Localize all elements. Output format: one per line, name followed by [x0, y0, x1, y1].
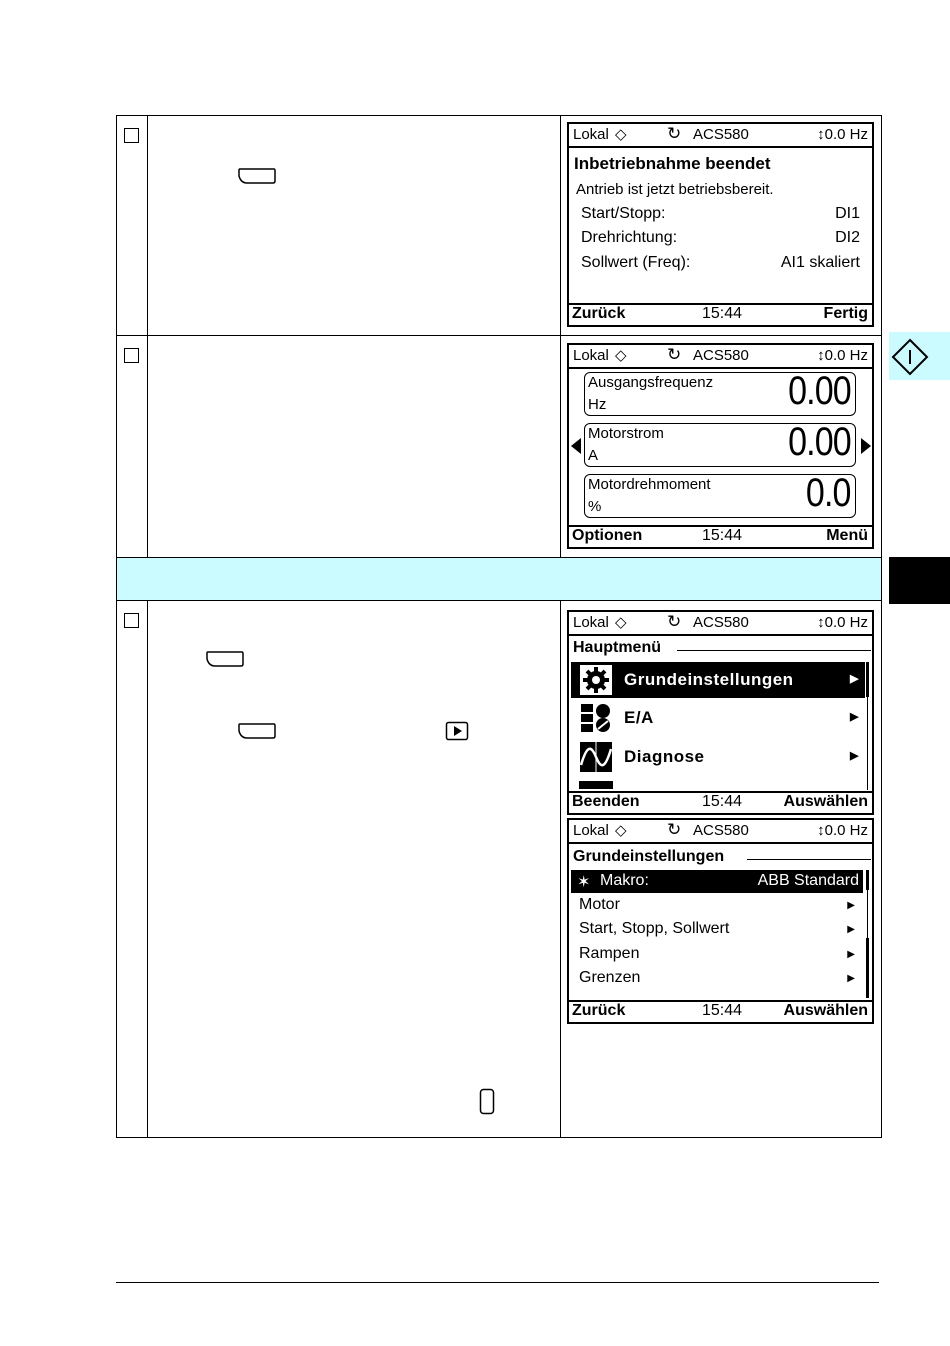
step-checkbox[interactable] [124, 348, 139, 363]
reference-value: ↕0.0 Hz [817, 614, 868, 631]
chevron-right-icon: ▶ [847, 924, 855, 935]
start-up-icon [891, 338, 929, 376]
reference-value: ↕0.0 Hz [817, 822, 868, 839]
setting-value: DI2 [835, 229, 860, 246]
panel-screen-primary-settings [567, 818, 874, 1024]
signal-unit: Hz [588, 396, 607, 413]
table-border-left [116, 115, 117, 1138]
options-softkey[interactable]: Optionen [572, 527, 643, 544]
panel-screen-startup-complete [567, 122, 874, 327]
drive-name: ACS580 [693, 614, 749, 631]
macro-label: Makro: [600, 872, 649, 889]
section-banner [117, 557, 881, 600]
menu-title: Grundeinstellungen [573, 848, 725, 865]
chapter-tab [889, 332, 950, 380]
rotation-icon: ↻ [667, 612, 682, 631]
panel-screen-home-view [567, 343, 874, 549]
status-bar [569, 820, 872, 844]
table-border-top [116, 115, 882, 116]
done-softkey[interactable]: Fertig [823, 305, 868, 322]
rotation-icon: ↻ [667, 820, 682, 839]
setting-label: Drehrichtung: [581, 229, 678, 246]
status-bar [569, 345, 872, 369]
status-bar [569, 124, 872, 148]
drive-name: ACS580 [693, 822, 749, 839]
setting-label: Sollwert (Freq): [581, 254, 691, 271]
chevron-right-icon: ▶ [850, 711, 859, 723]
menu-item-motor[interactable] [571, 894, 863, 917]
menu-item-label: Motor [579, 896, 620, 913]
reference-value: ↕0.0 Hz [817, 126, 868, 143]
scrollbar-track-fill [866, 938, 869, 998]
chevron-right-icon: ▶ [847, 900, 855, 911]
clock: 15:44 [702, 793, 743, 810]
clock: 15:44 [702, 305, 743, 322]
io-icon [579, 702, 613, 734]
page-footer-rule [116, 1282, 879, 1283]
menu-item-label: Diagnose [624, 747, 705, 766]
softkey-icon [237, 721, 277, 741]
signal-unit: % [588, 498, 602, 515]
back-softkey[interactable]: Zurück [572, 1002, 626, 1019]
local-mode-icon: ◇ [615, 126, 627, 143]
row-divider [116, 335, 882, 336]
macro-row[interactable] [571, 870, 863, 893]
drive-name: ACS580 [693, 126, 749, 143]
local-mode-icon: ◇ [615, 614, 627, 631]
macro-value: ABB Standard [757, 872, 859, 889]
menu-item-label: Grenzen [579, 969, 641, 986]
menu-item-grenzen[interactable] [571, 967, 863, 990]
clock: 15:44 [702, 527, 743, 544]
next-menu-icon-partial [579, 781, 613, 789]
macro-icon: ✶ [577, 874, 591, 891]
row-divider [116, 600, 882, 601]
title-rule [677, 650, 871, 651]
panel-screen-main-menu [567, 610, 874, 815]
menu-item-rampen[interactable] [571, 943, 863, 966]
drive-name: ACS580 [693, 347, 749, 364]
column-divider [560, 600, 561, 1138]
select-softkey[interactable]: Auswählen [783, 793, 868, 810]
menu-item-start-stopp-sollwert[interactable] [571, 918, 863, 941]
back-softkey[interactable]: Zurück [572, 305, 626, 322]
setting-value: AI1 skaliert [780, 254, 860, 271]
menu-item-diagnose[interactable] [571, 739, 865, 775]
status-bar [569, 612, 872, 636]
rotation-icon: ↻ [667, 345, 682, 364]
page-left-icon[interactable] [570, 437, 582, 455]
screen-title: Inbetriebnahme beendet [574, 154, 771, 173]
softkey-bar [569, 791, 872, 813]
signal-box [584, 369, 856, 416]
signal-value: 0.00 [788, 420, 851, 464]
status-message: Antrieb ist jetzt betriebsbereit. [576, 181, 774, 198]
softkey-bar [569, 525, 872, 547]
chevron-right-icon: ▶ [847, 949, 855, 960]
signal-label: Ausgangsfrequenz [588, 374, 714, 391]
rotation-icon: ↻ [667, 124, 682, 143]
signal-unit: A [588, 447, 599, 464]
gear-icon [579, 664, 613, 696]
menu-item-label: Start, Stopp, Sollwert [579, 920, 730, 937]
clock: 15:44 [702, 1002, 743, 1019]
select-softkey[interactable]: Auswählen [783, 1002, 868, 1019]
signal-box [584, 420, 856, 467]
signal-box [584, 471, 856, 518]
menu-title: Hauptmenü [573, 639, 661, 656]
column-divider [560, 115, 561, 557]
signal-label: Motordrehmoment [588, 476, 711, 493]
reference-value: ↕0.0 Hz [817, 347, 868, 364]
softkey-bar [569, 303, 872, 325]
signal-label: Motorstrom [588, 425, 664, 442]
step-checkbox[interactable] [124, 128, 139, 143]
scrollbar-thumb[interactable] [866, 662, 869, 697]
title-rule [747, 859, 871, 860]
chevron-right-icon: ▶ [850, 750, 859, 762]
exit-softkey[interactable]: Beenden [572, 793, 640, 810]
step-checkbox[interactable] [124, 613, 139, 628]
menu-item-e-a[interactable] [571, 700, 865, 736]
menu-item-label: Grundeinstellungen [624, 670, 794, 689]
chevron-right-icon: ▶ [850, 673, 859, 685]
key-icon [479, 1088, 495, 1115]
local-mode-icon: ◇ [615, 347, 627, 364]
local-mode-icon: ◇ [615, 822, 627, 839]
menu-softkey[interactable]: Menü [826, 527, 868, 544]
table-border-bottom [116, 1137, 882, 1138]
signal-value: 0.00 [788, 369, 851, 413]
menu-item-label: Rampen [579, 945, 640, 962]
control-location: Lokal [573, 126, 609, 143]
control-location: Lokal [573, 614, 609, 631]
arrow-right-key-icon [445, 721, 469, 741]
menu-item-label: E/A [624, 708, 654, 727]
column-divider [147, 600, 148, 1138]
table-border-right [881, 115, 882, 1138]
menu-item-grundeinstellungen[interactable] [571, 662, 865, 698]
softkey-icon [237, 166, 277, 186]
control-location: Lokal [573, 822, 609, 839]
chevron-right-icon: ▶ [847, 973, 855, 984]
control-location: Lokal [573, 347, 609, 364]
scrollbar-thumb[interactable] [866, 870, 869, 890]
column-divider [147, 115, 148, 557]
page-right-icon[interactable] [860, 437, 872, 455]
setting-label: Start/Stopp: [581, 205, 666, 222]
chapter-marker [889, 557, 950, 604]
diagnostics-icon [579, 741, 613, 773]
setting-value: DI1 [835, 205, 860, 222]
softkey-icon [205, 649, 245, 669]
softkey-bar [569, 1000, 872, 1022]
row-divider [116, 557, 882, 558]
signal-value: 0.0 [806, 471, 851, 515]
